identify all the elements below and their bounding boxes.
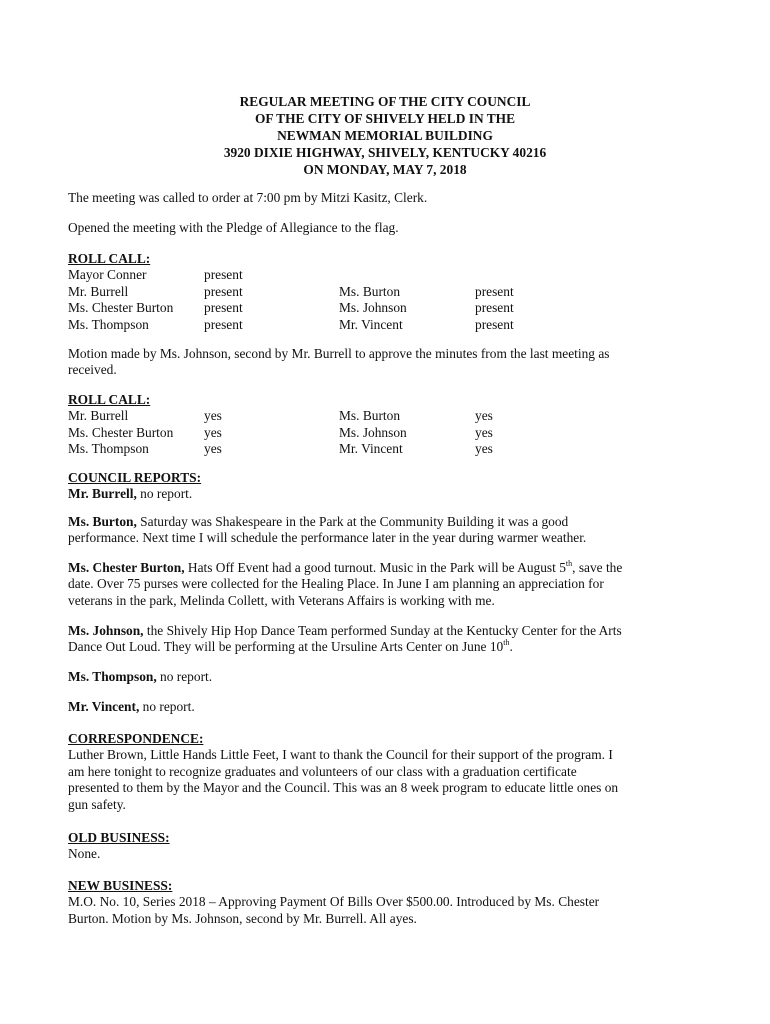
member-name: Mr. Burrell xyxy=(68,408,129,424)
roll-call-row xyxy=(68,267,708,283)
heading-line: REGULAR MEETING OF THE CITY COUNCIL xyxy=(239,94,531,109)
heading-line: OF THE CITY OF SHIVELY HELD IN THE xyxy=(254,111,516,126)
pledge-text: Opened the meeting with the Pledge of Allegiance to the flag. xyxy=(68,220,399,235)
report-text: veterans in the park, Melinda Collett, with Veterans Affairs is working with me. xyxy=(68,592,495,608)
member-name: Mr. Burrell xyxy=(68,283,129,299)
pledge-paragraph xyxy=(68,220,708,236)
report-text: , save the xyxy=(572,560,623,575)
member-name: Ms. Thompson, xyxy=(68,669,157,684)
heading-line: ON MONDAY, MAY 7, 2018 xyxy=(303,162,467,177)
new-business-title: NEW BUSINESS: xyxy=(68,878,173,893)
roll-call-attendance xyxy=(68,251,708,333)
roll-call-row xyxy=(68,425,708,441)
correspondence-text: Luther Brown, Little Hands Little Feet, I want to thank the Council for their support of the program. I xyxy=(68,747,613,763)
correspondence-title: CORRESPONDENCE: xyxy=(68,731,204,746)
member-name: Mr. Vincent xyxy=(339,441,403,457)
council-reports-title: COUNCIL REPORTS: xyxy=(68,470,202,485)
heading-line: 3920 DIXIE HIGHWAY, SHIVELY, KENTUCKY 40216 xyxy=(223,145,547,160)
ordinal-suffix: th xyxy=(565,559,573,568)
member-name: Ms. Chester Burton xyxy=(68,300,174,316)
member-name: Ms. Chester Burton xyxy=(68,424,174,440)
member-name: Ms. Thompson xyxy=(68,441,149,457)
member-status: present xyxy=(204,300,243,316)
member-name: Ms. Johnson xyxy=(339,300,407,316)
member-name: Ms. Johnson xyxy=(339,424,407,440)
member-name: Ms. Burton xyxy=(339,283,401,299)
correspondence-text: am here tonight to recognize graduates and volunteers of our class with a graduation certificate xyxy=(68,763,577,779)
report-johnson xyxy=(68,623,708,656)
correspondence-text: gun safety. xyxy=(68,796,126,812)
member-vote: yes xyxy=(475,424,493,440)
member-name: Mr. Burrell, xyxy=(68,486,137,502)
old-business-text: None. xyxy=(68,846,101,862)
member-status: present xyxy=(204,316,243,332)
new-business-text: Burton. Motion by Ms. Johnson, second by Mr. Burrell. All ayes. xyxy=(68,910,417,926)
roll-call-row xyxy=(68,441,708,457)
report-text: . xyxy=(509,639,513,655)
old-business xyxy=(68,830,708,863)
report-text: Dance Out Loud. They will be performing at the Ursuline Arts Center on June 10 xyxy=(68,639,504,655)
roll-call-row xyxy=(68,300,708,316)
member-status: present xyxy=(475,300,514,316)
roll-call-vote xyxy=(68,392,708,458)
member-name: Mr. Vincent xyxy=(339,316,403,332)
report-thompson xyxy=(68,669,708,685)
member-name: Ms. Burton, xyxy=(68,514,137,529)
minutes-motion xyxy=(68,346,708,379)
new-business-text: M.O. No. 10, Series 2018 – Approving Payment Of Bills Over $500.00. Introduced by Ms. Chester xyxy=(68,894,600,910)
report-text: date. Over 75 purses were collected for the Healing Place. In June I am planning an appreciation for xyxy=(68,576,604,592)
member-vote: yes xyxy=(475,408,493,424)
member-status: present xyxy=(475,283,514,299)
roll-call-row xyxy=(68,408,708,424)
ordinal-suffix: th xyxy=(503,638,510,648)
report-vincent xyxy=(68,699,708,715)
report-text: no report. xyxy=(156,669,213,684)
report-text: no report. xyxy=(139,699,195,714)
correspondence xyxy=(68,731,708,813)
report-burrell xyxy=(68,486,708,502)
member-vote: yes xyxy=(475,441,493,457)
member-name: Ms. Thompson xyxy=(68,316,149,332)
roll-call-row xyxy=(68,317,708,333)
member-status: present xyxy=(204,267,243,283)
roll-call-title: ROLL CALL: xyxy=(68,251,151,266)
report-text: the Shively Hip Hop Dance Team performed Sunday at the Kentucky Center for the Arts xyxy=(143,623,622,638)
member-name: Ms. Johnson, xyxy=(68,623,144,638)
member-vote: yes xyxy=(204,408,222,424)
report-text: no report. xyxy=(136,486,193,502)
report-text: performance. Next time I will schedule the performance later in the year during warmer weather. xyxy=(68,530,587,546)
member-name: Mr. Vincent, xyxy=(68,699,140,714)
motion-line: Motion made by Ms. Johnson, second by Mr. Burrell to approve the minutes from the last meeting as xyxy=(68,346,610,361)
old-business-title: OLD BUSINESS: xyxy=(68,830,170,845)
meeting-heading xyxy=(0,93,770,178)
member-status: present xyxy=(475,316,514,332)
roll-call-title: ROLL CALL: xyxy=(68,392,151,407)
member-name: Ms. Burton xyxy=(339,408,401,424)
report-chester-burton xyxy=(68,560,708,609)
member-name: Ms. Chester Burton, xyxy=(68,560,185,575)
member-vote: yes xyxy=(204,424,222,440)
new-business xyxy=(68,878,708,927)
member-vote: yes xyxy=(204,441,222,457)
call-to-order-text: The meeting was called to order at 7:00 pm by Mitzi Kasitz, Clerk. xyxy=(68,190,428,205)
motion-line: received. xyxy=(68,362,117,378)
report-text: Saturday was Shakespeare in the Park at the Community Building it was a good xyxy=(136,514,569,529)
council-reports xyxy=(68,470,708,503)
member-status: present xyxy=(204,283,243,299)
report-text: Hats Off Event had a good turnout. Music in the Park will be August 5 xyxy=(184,560,566,575)
report-burton xyxy=(68,514,708,547)
roll-call-row xyxy=(68,284,708,300)
correspondence-text: presented to them by the Mayor and the Council. This was an 8 week program to educate little ones on xyxy=(68,780,619,796)
heading-line: NEWMAN MEMORIAL BUILDING xyxy=(277,128,493,143)
call-to-order xyxy=(68,190,708,206)
member-name: Mayor Conner xyxy=(68,267,147,283)
